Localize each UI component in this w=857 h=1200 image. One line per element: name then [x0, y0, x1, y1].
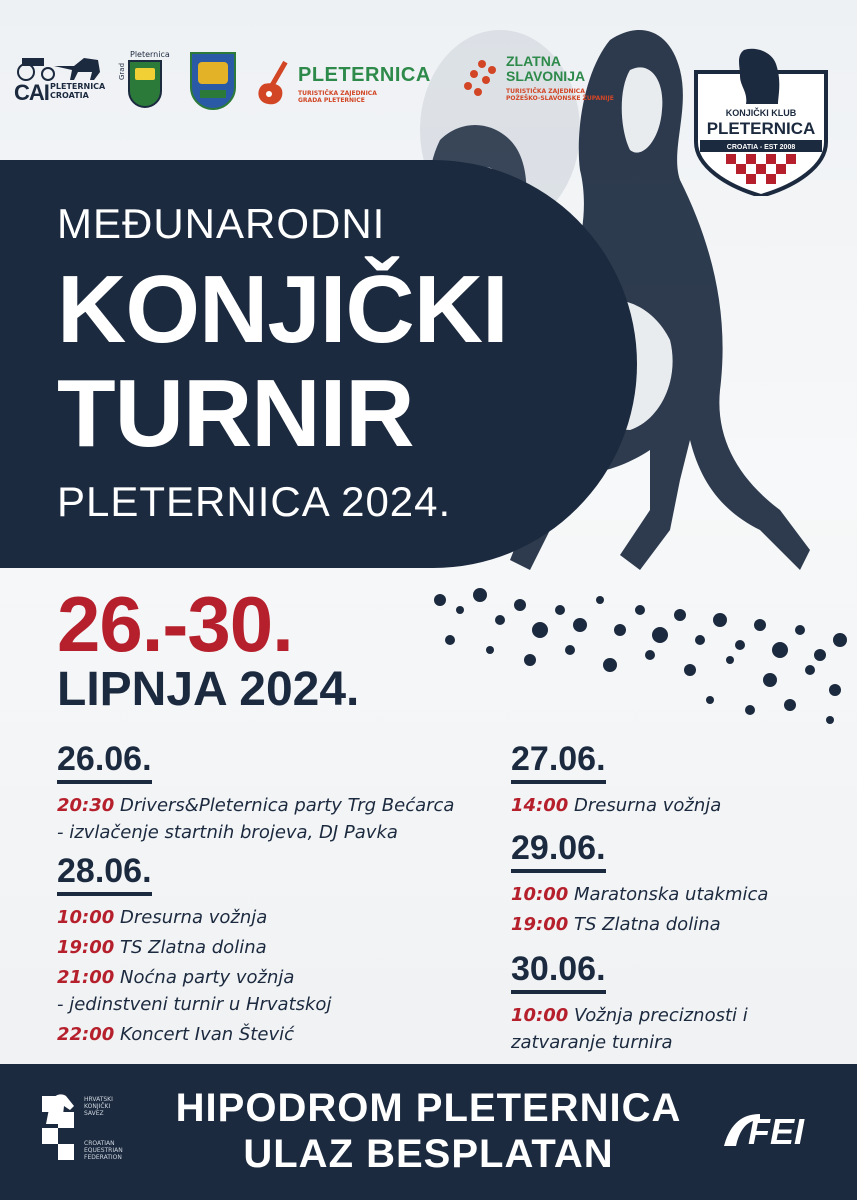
event-line: 19:00 TS Zlatna dolina [511, 914, 721, 935]
event-line: 20:30 Drivers&Pleternica party Trg Bećarca [57, 795, 455, 816]
day-block [511, 950, 831, 1056]
partner-logos [14, 40, 674, 120]
club-shield-logo [686, 46, 836, 196]
title-main-line1: KONJIČKI [57, 256, 508, 363]
title-pre: MEĐUNARODNI [57, 200, 386, 247]
day-heading: 26.06. [57, 740, 152, 784]
grad-pleternica-logo [118, 50, 170, 120]
city-shield-icon [128, 60, 162, 108]
club-line1: KONJIČKI KLUB [725, 108, 797, 118]
tz-subtitle: TURISTIČKA ZAJEDNICA GRADA PLETERNICE [298, 90, 377, 104]
cai-logo [14, 52, 108, 112]
day-block [511, 829, 831, 938]
footer-free-entry: ULAZ BESPLATAN [243, 1132, 614, 1176]
title-place: PLETERNICA 2024. [57, 478, 452, 525]
dots-icon [462, 58, 498, 98]
title-main-line2: TURNIR [57, 360, 414, 467]
day-block [57, 852, 497, 1048]
zlatna-slavonija-logo [462, 52, 672, 112]
day-heading: 27.06. [511, 740, 606, 784]
day-heading: 28.06. [57, 852, 152, 896]
day-heading: 29.06. [511, 829, 606, 873]
club-line3: CROATIA - EST 2008 [726, 144, 796, 151]
date-range: 26.-30. [57, 580, 293, 668]
cai-subtitle: PLETERNICA CROATIA [50, 82, 106, 100]
event-line: 14:00 Dresurna vožnja [511, 795, 722, 816]
schedule-right [511, 740, 831, 1056]
cai-text: CAI [14, 80, 49, 105]
day-heading: 30.06. [511, 950, 606, 994]
tamburica-icon [254, 54, 294, 106]
event-line: 22:00 Koncert Ivan Štević [57, 1024, 294, 1045]
event-line: zatvaranje turnira [511, 1032, 673, 1053]
hks-text: HRVATSKI KONJIČKI SAVEZ [84, 1096, 113, 1117]
event-line: - izvlačenje startnih brojeva, DJ Pavka [57, 822, 398, 843]
footer-venue: HIPODROM PLETERNICA [175, 1086, 682, 1130]
schedule-left [57, 740, 497, 1048]
event-line: 10:00 Vožnja preciznosti i [511, 1005, 748, 1026]
zlatna-subtitle: TURISTIČKA ZAJEDNICA POŽEŠKO-SLAVONSKE ŽUPANIJE [506, 88, 614, 102]
club-line2: PLETERNICA [706, 119, 816, 138]
date-month: LIPNJA 2024. [57, 663, 360, 716]
day-block [511, 740, 831, 819]
day-block [57, 740, 497, 846]
event-line: 10:00 Dresurna vožnja [57, 907, 268, 928]
tz-name: PLETERNICA [298, 64, 431, 86]
zlatna-name: ZLATNA SLAVONIJA [506, 53, 586, 84]
hks-text-en: CROATIAN EQUESTRIAN FEDERATION [84, 1140, 123, 1161]
event-line: 19:00 TS Zlatna dolina [57, 937, 267, 958]
county-shield-icon [190, 52, 236, 110]
event-line: 10:00 Maratonska utakmica [511, 884, 769, 905]
grad-label: Grad [118, 62, 126, 80]
grad-name: Pleternica [130, 50, 170, 59]
event-line: 21:00 Noćna party vožnja [57, 967, 295, 988]
carriage-icon [14, 52, 108, 82]
event-line: - jedinstveni turnir u Hrvatskoj [57, 994, 332, 1015]
fei-text: FEI [748, 1111, 805, 1152]
fei-logo [720, 1106, 840, 1152]
tz-pleternica-logo [254, 52, 454, 112]
